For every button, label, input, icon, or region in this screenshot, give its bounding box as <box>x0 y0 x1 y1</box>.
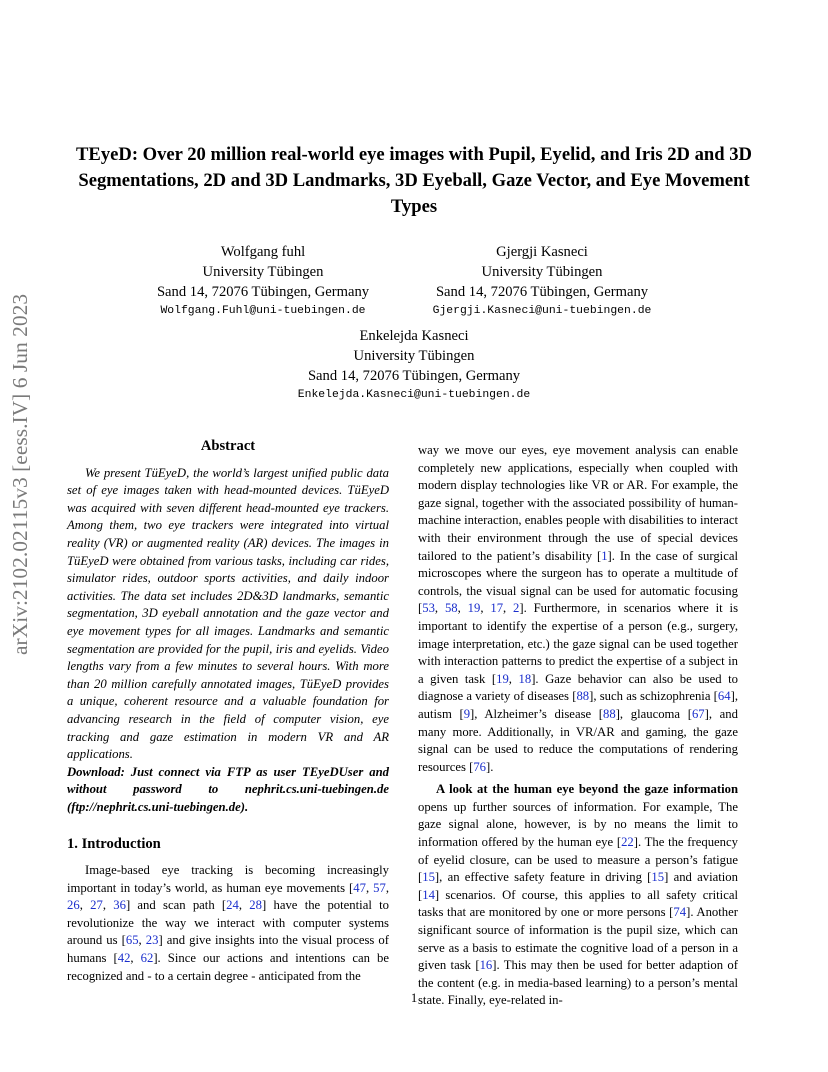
citation-link[interactable]: 19 <box>496 671 509 686</box>
author-name: Gjergji Kasneci <box>496 244 588 260</box>
citation-link[interactable]: 2 <box>513 601 520 616</box>
citation-link[interactable]: 28 <box>249 898 262 913</box>
right-column <box>418 442 738 1010</box>
citation-link[interactable]: 65 <box>125 933 139 948</box>
citation-link[interactable]: 17 <box>490 601 504 616</box>
author-address: Sand 14, 72076 Tübingen, Germany <box>156 284 370 300</box>
body-paragraph: way we move our eyes, eye movement analysis can enable completely new applications, especially when coupled with modern display technologies like VR or AR. For example, the gaze signal, together with the associated possibility of human-machine interaction, enables people with disabilities to interact with their environment through the use of special devices tailored to the patient’s disability [1]. In the case of surgical microscopes where the surgeon has to operate a multitude of controls, the visual signal can be used for automatic focusing [53, 58, 19, 17, 2]. Furthermore, in scenarios where it is important to identify the expertise of a person (e.g., surgery, image interpretation, etc.) the gaze signal can be used together with interaction patterns to predict the expertise of a subject in a given task [19, 18]. Gaze behavior can also be used to diagnose a variety of diseases [88], such as schizophrenia [64], autism [9], Alzheimer’s disease [88], glaucoma [67], and many more. Additionally, in VR/AR and gaming, the gaze signal can be used to reduce the computations of rendering resources [76]. <box>418 443 739 774</box>
citation-link[interactable]: 47 <box>353 880 366 895</box>
author-affiliation: University Tübingen <box>481 264 603 280</box>
citation-link[interactable]: 24 <box>226 898 239 913</box>
citation-link[interactable]: 57 <box>373 880 386 895</box>
author-affiliation: University Tübingen <box>353 348 475 364</box>
citation-link[interactable]: 62 <box>140 951 154 966</box>
citation-link[interactable]: 22 <box>621 835 634 850</box>
introduction-heading: 1. Introduction <box>67 836 161 853</box>
author-email[interactable]: Enkelejda.Kasneci@uni-tuebingen.de <box>297 389 531 401</box>
left-column <box>67 438 389 985</box>
author-name: Wolfgang fuhl <box>220 244 306 260</box>
citation-link[interactable]: 16 <box>479 958 493 973</box>
author-block-1 <box>140 242 386 320</box>
abstract-text: We present TüEyeD, the world’s largest unified public data set of eye images taken with head-mounted devices. TüEyeD was acquired with seven different head-mounted eye trackers. Among them, two eye trackers were integrated into virtual reality (VR) or augmented reality (AR) devices. The images in TüEyeD were obtained from various tasks, including car rides, simulator rides, outdoor sports activities, and daily indoor activities. The data set includes 2D&3D landmarks, semantic segmentation, 3D eyeball annotation and the gaze vector and eye movement types for all images. Landmarks and semantic segmentation are provided for the pupil, iris and eyelids. Video lengths vary from a few minutes to several hours. With more than 20 million carefully annotated images, TüEyeD provides a unique, coherent resource and a valuable foundation for advancing research in the field of computer vision, eye tracking and gaze estimation in modern VR and AR applications. <box>67 465 389 762</box>
citation-link[interactable]: 14 <box>422 887 435 902</box>
citation-link[interactable]: 88 <box>576 689 590 704</box>
author-address: Sand 14, 72076 Tübingen, Germany <box>307 368 521 384</box>
author-block-2 <box>418 242 666 320</box>
download-note: Download: Just connect via FTP as user TEyeDUser and without password to nephrit.cs.uni-tuebingen.de (ftp://nephrit.cs.uni-tuebingen.de). <box>67 764 389 814</box>
citation-link[interactable]: 36 <box>113 898 126 913</box>
citation-link[interactable]: 19 <box>467 601 481 616</box>
citation-link[interactable]: 74 <box>673 905 687 920</box>
paper-title: TEyeD: Over 20 million real-world eye images with Pupil, Eyelid, and Iris 2D and 3D Segmentations, 2D and 3D Landmarks, 3D Eyeball, Gaze Vector, and Eye Movement Types <box>76 144 752 217</box>
author-address: Sand 14, 72076 Tübingen, Germany <box>435 284 649 300</box>
citation-link[interactable]: 26 <box>67 898 80 913</box>
citation-link[interactable]: 18 <box>518 671 532 686</box>
citation-link[interactable]: 27 <box>90 898 103 913</box>
citation-link[interactable]: 76 <box>473 759 486 774</box>
citation-link[interactable]: 67 <box>691 706 705 721</box>
author-email[interactable]: Gjergji.Kasneci@uni-tuebingen.de <box>432 305 652 317</box>
citation-link[interactable]: 15 <box>651 870 665 885</box>
body-paragraph: A look at the human eye beyond the gaze information opens up further sources of information. For example, The gaze signal alone, however, is by no means the limit to information offered by the human eye [22]. The the frequency of eyelid closure, can be used to measure a person’s fatigue [15], an effective safety feature in driving [15] and aviation [14] scenarios. Of course, this applies to all safety critical tasks that are monitored by one or more persons [74]. Another significant source of information is the pupil size, which can serve as a basis to estimate the cognitive load of a person in a given task [16]. This may then be used for better adaption of the content (e.g. in media-based learning) to a person’s mental state. Finally, eye-related in- <box>418 782 739 1008</box>
author-name: Enkelejda Kasneci <box>359 328 469 344</box>
page-number: 1 <box>410 991 418 1005</box>
author-block-3 <box>264 326 564 404</box>
citation-link[interactable]: 15 <box>422 870 435 885</box>
paragraph-lead: A look at the human eye beyond the gaze information <box>436 782 738 797</box>
citation-link[interactable]: 9 <box>463 706 471 721</box>
citation-link[interactable]: 42 <box>117 951 131 966</box>
intro-paragraph: Image-based eye tracking is becoming increasingly important in today’s world, as human eye movements [47, 57, 26, 27, 36] and scan path [24, 28] have the potential to revolutionize the way we interact with computer systems around us [65, 23] and give insights into the visual process of humans [42, 62]. Since our actions and intentions can be recognized and - to a certain degree - anticipated from the <box>67 863 390 983</box>
citation-link[interactable]: 1 <box>601 548 608 563</box>
citation-link[interactable]: 88 <box>603 706 616 721</box>
citation-link[interactable]: 53 <box>422 601 435 616</box>
citation-link[interactable]: 58 <box>444 601 458 616</box>
citation-link[interactable]: 23 <box>145 933 159 948</box>
author-email[interactable]: Wolfgang.Fuhl@uni-tuebingen.de <box>160 305 366 317</box>
abstract-heading: Abstract <box>200 438 256 454</box>
arxiv-id: arXiv:2102.02115v3 [eess.IV] 6 Jun 2023 <box>8 293 32 655</box>
citation-link[interactable]: 64 <box>717 689 731 704</box>
author-affiliation: University Tübingen <box>202 264 324 280</box>
